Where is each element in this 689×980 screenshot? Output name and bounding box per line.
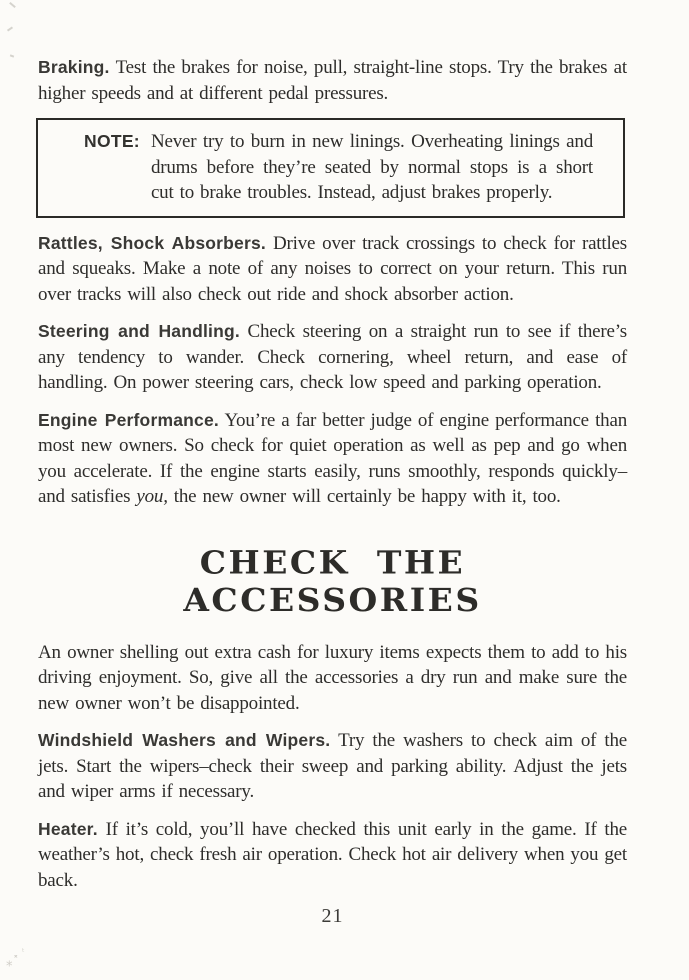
- paragraph-steering: [38, 319, 627, 396]
- note-body: Never try to burn in new linings. Overheating linings and drums before they’re seated by normal stops is a short cut to brake troubles. Instead, adjust brakes properly.: [150, 131, 593, 203]
- scan-artifact-mark: [9, 4, 16, 6]
- scan-artifact-mark: ⁎˟: [6, 955, 19, 970]
- note-label: NOTE:: [84, 131, 140, 151]
- section-heading-check-the-accessories: CHECK THE ACCESSORIES: [183, 543, 482, 618]
- paragraph-braking-body: Test the brakes for noise, pull, straight-line stops. Try the brakes at higher speeds and at different pedal pressures.: [38, 57, 627, 104]
- paragraph-steering-lead: Steering and Handling.: [38, 321, 240, 341]
- paragraph-braking-lead: Braking.: [38, 57, 110, 77]
- paragraph-windshield: [38, 728, 627, 805]
- paragraph-engine-emphasis: you,: [136, 486, 168, 507]
- paragraph-engine-body-pre: You’re a far better judge of engine performance than most new owners. So check for quiet operation as well as pep and go when you accelerate. If the engine starts easily, runs smoothly, responds quickly–and satisfies: [38, 409, 627, 507]
- paragraph-heater-body: If it’s cold, you’ll have checked this unit early in the game. If the weather’s hot, check fresh air operation. Check hot air delivery when you get back.: [38, 818, 627, 891]
- paragraph-windshield-lead: Windshield Washers and Wipers.: [38, 730, 331, 750]
- note-box: [36, 118, 625, 218]
- paragraph-engine-body-post: the new owner will certainly be happy with it, too.: [167, 486, 561, 507]
- paragraph-accessories-intro: [38, 640, 627, 717]
- scan-artifact-mark: ᵗ: [22, 948, 25, 958]
- paragraph-rattles-body: Drive over track crossings to check for rattles and squeaks. Make a note of any noises to correct on your return. This run over tracks will also check out ride and shock absorber action.: [38, 232, 627, 305]
- paragraph-heater-lead: Heater.: [38, 818, 98, 839]
- paragraph-engine: [38, 408, 627, 510]
- paragraph-engine-lead: Engine Performance.: [38, 409, 219, 430]
- scan-artifact-mark: [10, 55, 14, 57]
- paragraph-windshield-body: Try the washers to check aim of the jets. Start the wipers–check their sweep and parking ability. Adjust the jets and wiper arms if necessary.: [38, 730, 627, 802]
- page-number: 21: [321, 905, 344, 927]
- paragraph-steering-body: Check steering on a straight run to see if there’s any tendency to wander. Check cornering, wheel return, and ease of handling. On power steering cars, check low speed and parking operation.: [38, 321, 627, 393]
- scan-artifact-mark: [7, 28, 13, 30]
- paragraph-braking: [38, 55, 627, 106]
- paragraph-heater: [38, 817, 627, 894]
- paragraph-rattles: [38, 231, 627, 308]
- paragraph-rattles-lead: Rattles, Shock Absorbers.: [38, 232, 266, 253]
- paragraph-accessories-intro-body: An owner shelling out extra cash for luxury items expects them to add to his driving enjoyment. So, give all the accessories a dry run and make sure the new owner won’t be disappointed.: [38, 641, 627, 714]
